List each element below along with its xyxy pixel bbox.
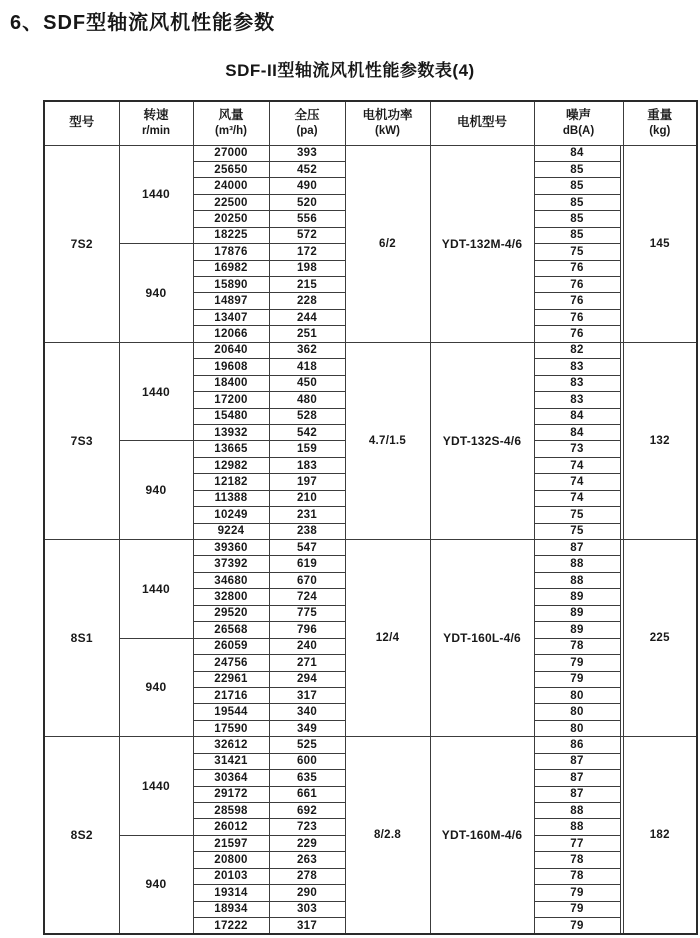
motor-cell: YDT-160M-4/6 bbox=[430, 737, 534, 934]
pressure-cell: 340 bbox=[269, 704, 345, 720]
noise-cell: 85 bbox=[534, 211, 620, 227]
noise-cell: 83 bbox=[534, 392, 620, 408]
pressure-cell: 290 bbox=[269, 885, 345, 901]
noise-cell: 79 bbox=[534, 918, 620, 934]
airflow-cell: 24000 bbox=[193, 178, 269, 194]
airflow-cell: 37392 bbox=[193, 556, 269, 572]
noise-cell: 79 bbox=[534, 885, 620, 901]
pressure-cell: 229 bbox=[269, 835, 345, 851]
noise-cell: 80 bbox=[534, 704, 620, 720]
pressure-cell: 692 bbox=[269, 803, 345, 819]
table-body bbox=[44, 145, 697, 934]
pressure-cell: 661 bbox=[269, 786, 345, 802]
pressure-cell: 197 bbox=[269, 474, 345, 490]
speed-cell: 940 bbox=[119, 441, 193, 540]
col-header-model-label: 型号 bbox=[69, 115, 95, 130]
col-header-pressure-label: 全压 bbox=[294, 108, 320, 123]
airflow-cell: 18400 bbox=[193, 375, 269, 391]
col-header-motor bbox=[430, 101, 534, 145]
noise-cell: 76 bbox=[534, 326, 620, 342]
airflow-cell: 13665 bbox=[193, 441, 269, 457]
col-header-speed-label: 转速 bbox=[143, 108, 169, 123]
col-header-motor-label: 电机型号 bbox=[456, 115, 507, 130]
airflow-cell: 26568 bbox=[193, 622, 269, 638]
airflow-cell: 22500 bbox=[193, 194, 269, 210]
pressure-cell: 600 bbox=[269, 753, 345, 769]
pressure-cell: 619 bbox=[269, 556, 345, 572]
noise-cell: 76 bbox=[534, 293, 620, 309]
pressure-cell: 542 bbox=[269, 424, 345, 440]
noise-cell: 89 bbox=[534, 605, 620, 621]
pressure-cell: 263 bbox=[269, 852, 345, 868]
airflow-cell: 27000 bbox=[193, 145, 269, 161]
airflow-cell: 16982 bbox=[193, 260, 269, 276]
noise-cell: 87 bbox=[534, 770, 620, 786]
pressure-cell: 452 bbox=[269, 161, 345, 177]
noise-cell: 87 bbox=[534, 540, 620, 556]
col-header-airflow-label: 风量 bbox=[218, 108, 244, 123]
airflow-cell: 10249 bbox=[193, 507, 269, 523]
pressure-cell: 670 bbox=[269, 572, 345, 588]
pressure-cell: 724 bbox=[269, 589, 345, 605]
power-cell: 4.7/1.5 bbox=[345, 342, 430, 539]
col-header-pressure-unit: (pa) bbox=[296, 124, 318, 137]
pressure-cell: 362 bbox=[269, 342, 345, 358]
noise-cell: 73 bbox=[534, 441, 620, 457]
airflow-cell: 17876 bbox=[193, 244, 269, 260]
speed-cell: 940 bbox=[119, 244, 193, 343]
noise-cell: 76 bbox=[534, 260, 620, 276]
speed-cell: 1440 bbox=[119, 342, 193, 441]
noise-cell: 84 bbox=[534, 408, 620, 424]
noise-cell: 89 bbox=[534, 622, 620, 638]
airflow-cell: 32800 bbox=[193, 589, 269, 605]
pressure-cell: 278 bbox=[269, 868, 345, 884]
pressure-cell: 450 bbox=[269, 375, 345, 391]
noise-cell: 74 bbox=[534, 490, 620, 506]
noise-cell: 86 bbox=[534, 737, 620, 753]
noise-cell: 74 bbox=[534, 474, 620, 490]
table-row bbox=[44, 737, 697, 753]
noise-cell: 78 bbox=[534, 638, 620, 654]
power-cell: 12/4 bbox=[345, 540, 430, 737]
pressure-cell: 172 bbox=[269, 244, 345, 260]
table-header bbox=[44, 101, 697, 145]
col-header-noise-label: 噪声 bbox=[566, 108, 592, 123]
header-row bbox=[44, 101, 697, 145]
noise-cell: 83 bbox=[534, 375, 620, 391]
airflow-cell: 15480 bbox=[193, 408, 269, 424]
weight-cell: 182 bbox=[623, 737, 697, 934]
table-row bbox=[44, 145, 697, 161]
model-cell: 7S2 bbox=[44, 145, 119, 342]
noise-cell: 88 bbox=[534, 572, 620, 588]
col-header-weight-label: 重量 bbox=[647, 108, 673, 123]
col-header-noise-unit: dB(A) bbox=[562, 124, 595, 137]
speed-cell: 940 bbox=[119, 835, 193, 934]
noise-cell: 85 bbox=[534, 194, 620, 210]
noise-cell: 88 bbox=[534, 803, 620, 819]
table-row bbox=[44, 540, 697, 556]
col-header-airflow bbox=[193, 101, 269, 145]
airflow-cell: 14897 bbox=[193, 293, 269, 309]
pressure-cell: 796 bbox=[269, 622, 345, 638]
airflow-cell: 21716 bbox=[193, 687, 269, 703]
pressure-cell: 317 bbox=[269, 687, 345, 703]
pressure-cell: 271 bbox=[269, 655, 345, 671]
noise-cell: 88 bbox=[534, 819, 620, 835]
pressure-cell: 525 bbox=[269, 737, 345, 753]
airflow-cell: 21597 bbox=[193, 835, 269, 851]
col-header-power-unit: (kW) bbox=[375, 124, 400, 137]
airflow-cell: 30364 bbox=[193, 770, 269, 786]
motor-cell: YDT-132S-4/6 bbox=[430, 342, 534, 539]
airflow-cell: 13407 bbox=[193, 309, 269, 325]
noise-cell: 87 bbox=[534, 786, 620, 802]
airflow-cell: 29520 bbox=[193, 605, 269, 621]
airflow-cell: 17200 bbox=[193, 392, 269, 408]
pressure-cell: 159 bbox=[269, 441, 345, 457]
col-header-weight bbox=[623, 101, 697, 145]
airflow-cell: 22961 bbox=[193, 671, 269, 687]
airflow-cell: 19314 bbox=[193, 885, 269, 901]
model-cell: 8S1 bbox=[44, 540, 119, 737]
noise-cell: 76 bbox=[534, 277, 620, 293]
pressure-cell: 480 bbox=[269, 392, 345, 408]
pressure-cell: 528 bbox=[269, 408, 345, 424]
noise-cell: 85 bbox=[534, 178, 620, 194]
noise-cell: 89 bbox=[534, 589, 620, 605]
weight-cell: 145 bbox=[623, 145, 697, 342]
noise-cell: 75 bbox=[534, 523, 620, 539]
airflow-cell: 32612 bbox=[193, 737, 269, 753]
noise-cell: 78 bbox=[534, 852, 620, 868]
col-header-speed bbox=[119, 101, 193, 145]
airflow-cell: 20640 bbox=[193, 342, 269, 358]
speed-cell: 1440 bbox=[119, 145, 193, 244]
col-header-pressure bbox=[269, 101, 345, 145]
pressure-cell: 238 bbox=[269, 523, 345, 539]
airflow-cell: 19608 bbox=[193, 359, 269, 375]
power-cell: 6/2 bbox=[345, 145, 430, 342]
airflow-cell: 31421 bbox=[193, 753, 269, 769]
noise-cell: 84 bbox=[534, 424, 620, 440]
noise-cell: 80 bbox=[534, 720, 620, 736]
airflow-cell: 15890 bbox=[193, 277, 269, 293]
pressure-cell: 556 bbox=[269, 211, 345, 227]
speed-cell: 940 bbox=[119, 638, 193, 737]
page-title: 6、SDF型轴流风机性能参数 bbox=[10, 12, 276, 34]
motor-cell: YDT-160L-4/6 bbox=[430, 540, 534, 737]
airflow-cell: 17222 bbox=[193, 918, 269, 934]
pressure-cell: 723 bbox=[269, 819, 345, 835]
pressure-cell: 244 bbox=[269, 309, 345, 325]
pressure-cell: 251 bbox=[269, 326, 345, 342]
noise-cell: 88 bbox=[534, 556, 620, 572]
pressure-cell: 231 bbox=[269, 507, 345, 523]
noise-cell: 79 bbox=[534, 655, 620, 671]
airflow-cell: 20800 bbox=[193, 852, 269, 868]
weight-cell: 225 bbox=[623, 540, 697, 737]
airflow-cell: 17590 bbox=[193, 720, 269, 736]
power-cell: 8/2.8 bbox=[345, 737, 430, 934]
col-header-power-label: 电机功率 bbox=[362, 108, 413, 123]
model-cell: 8S2 bbox=[44, 737, 119, 934]
pressure-cell: 228 bbox=[269, 293, 345, 309]
pressure-cell: 547 bbox=[269, 540, 345, 556]
pressure-cell: 635 bbox=[269, 770, 345, 786]
airflow-cell: 12982 bbox=[193, 457, 269, 473]
noise-cell: 82 bbox=[534, 342, 620, 358]
weight-cell: 132 bbox=[623, 342, 697, 539]
airflow-cell: 12182 bbox=[193, 474, 269, 490]
noise-cell: 79 bbox=[534, 671, 620, 687]
pressure-cell: 393 bbox=[269, 145, 345, 161]
pressure-cell: 572 bbox=[269, 227, 345, 243]
performance-table bbox=[43, 100, 698, 935]
noise-cell: 75 bbox=[534, 244, 620, 260]
noise-cell: 74 bbox=[534, 457, 620, 473]
pressure-cell: 198 bbox=[269, 260, 345, 276]
pressure-cell: 303 bbox=[269, 901, 345, 917]
airflow-cell: 28598 bbox=[193, 803, 269, 819]
pressure-cell: 210 bbox=[269, 490, 345, 506]
pressure-cell: 294 bbox=[269, 671, 345, 687]
model-cell: 7S3 bbox=[44, 342, 119, 539]
noise-cell: 77 bbox=[534, 835, 620, 851]
airflow-cell: 24756 bbox=[193, 655, 269, 671]
airflow-cell: 34680 bbox=[193, 572, 269, 588]
pressure-cell: 317 bbox=[269, 918, 345, 934]
pressure-cell: 775 bbox=[269, 605, 345, 621]
airflow-cell: 20250 bbox=[193, 211, 269, 227]
airflow-cell: 19544 bbox=[193, 704, 269, 720]
col-header-model bbox=[44, 101, 119, 145]
noise-cell: 75 bbox=[534, 507, 620, 523]
airflow-cell: 18225 bbox=[193, 227, 269, 243]
table-title: SDF-II型轴流风机性能参数表(4) bbox=[225, 61, 475, 80]
speed-cell: 1440 bbox=[119, 737, 193, 836]
pressure-cell: 240 bbox=[269, 638, 345, 654]
noise-cell: 83 bbox=[534, 359, 620, 375]
pressure-cell: 418 bbox=[269, 359, 345, 375]
airflow-cell: 20103 bbox=[193, 868, 269, 884]
airflow-cell: 29172 bbox=[193, 786, 269, 802]
airflow-cell: 25650 bbox=[193, 161, 269, 177]
airflow-cell: 26059 bbox=[193, 638, 269, 654]
pressure-cell: 490 bbox=[269, 178, 345, 194]
table-row bbox=[44, 342, 697, 358]
airflow-cell: 13932 bbox=[193, 424, 269, 440]
airflow-cell: 11388 bbox=[193, 490, 269, 506]
col-header-power bbox=[345, 101, 430, 145]
airflow-cell: 18934 bbox=[193, 901, 269, 917]
col-header-speed-unit: r/min bbox=[141, 124, 171, 137]
noise-cell: 85 bbox=[534, 227, 620, 243]
noise-cell: 79 bbox=[534, 901, 620, 917]
airflow-cell: 39360 bbox=[193, 540, 269, 556]
airflow-cell: 9224 bbox=[193, 523, 269, 539]
noise-cell: 85 bbox=[534, 161, 620, 177]
airflow-cell: 26012 bbox=[193, 819, 269, 835]
pressure-cell: 183 bbox=[269, 457, 345, 473]
col-header-noise bbox=[534, 101, 623, 145]
noise-cell: 87 bbox=[534, 753, 620, 769]
noise-cell: 78 bbox=[534, 868, 620, 884]
pressure-cell: 520 bbox=[269, 194, 345, 210]
pressure-cell: 215 bbox=[269, 277, 345, 293]
airflow-cell: 12066 bbox=[193, 326, 269, 342]
col-header-weight-unit: (kg) bbox=[649, 124, 671, 137]
noise-cell: 76 bbox=[534, 309, 620, 325]
noise-cell: 80 bbox=[534, 687, 620, 703]
motor-cell: YDT-132M-4/6 bbox=[430, 145, 534, 342]
pressure-cell: 349 bbox=[269, 720, 345, 736]
noise-cell: 84 bbox=[534, 145, 620, 161]
col-header-airflow-unit: (m³/h) bbox=[215, 124, 247, 137]
speed-cell: 1440 bbox=[119, 540, 193, 639]
